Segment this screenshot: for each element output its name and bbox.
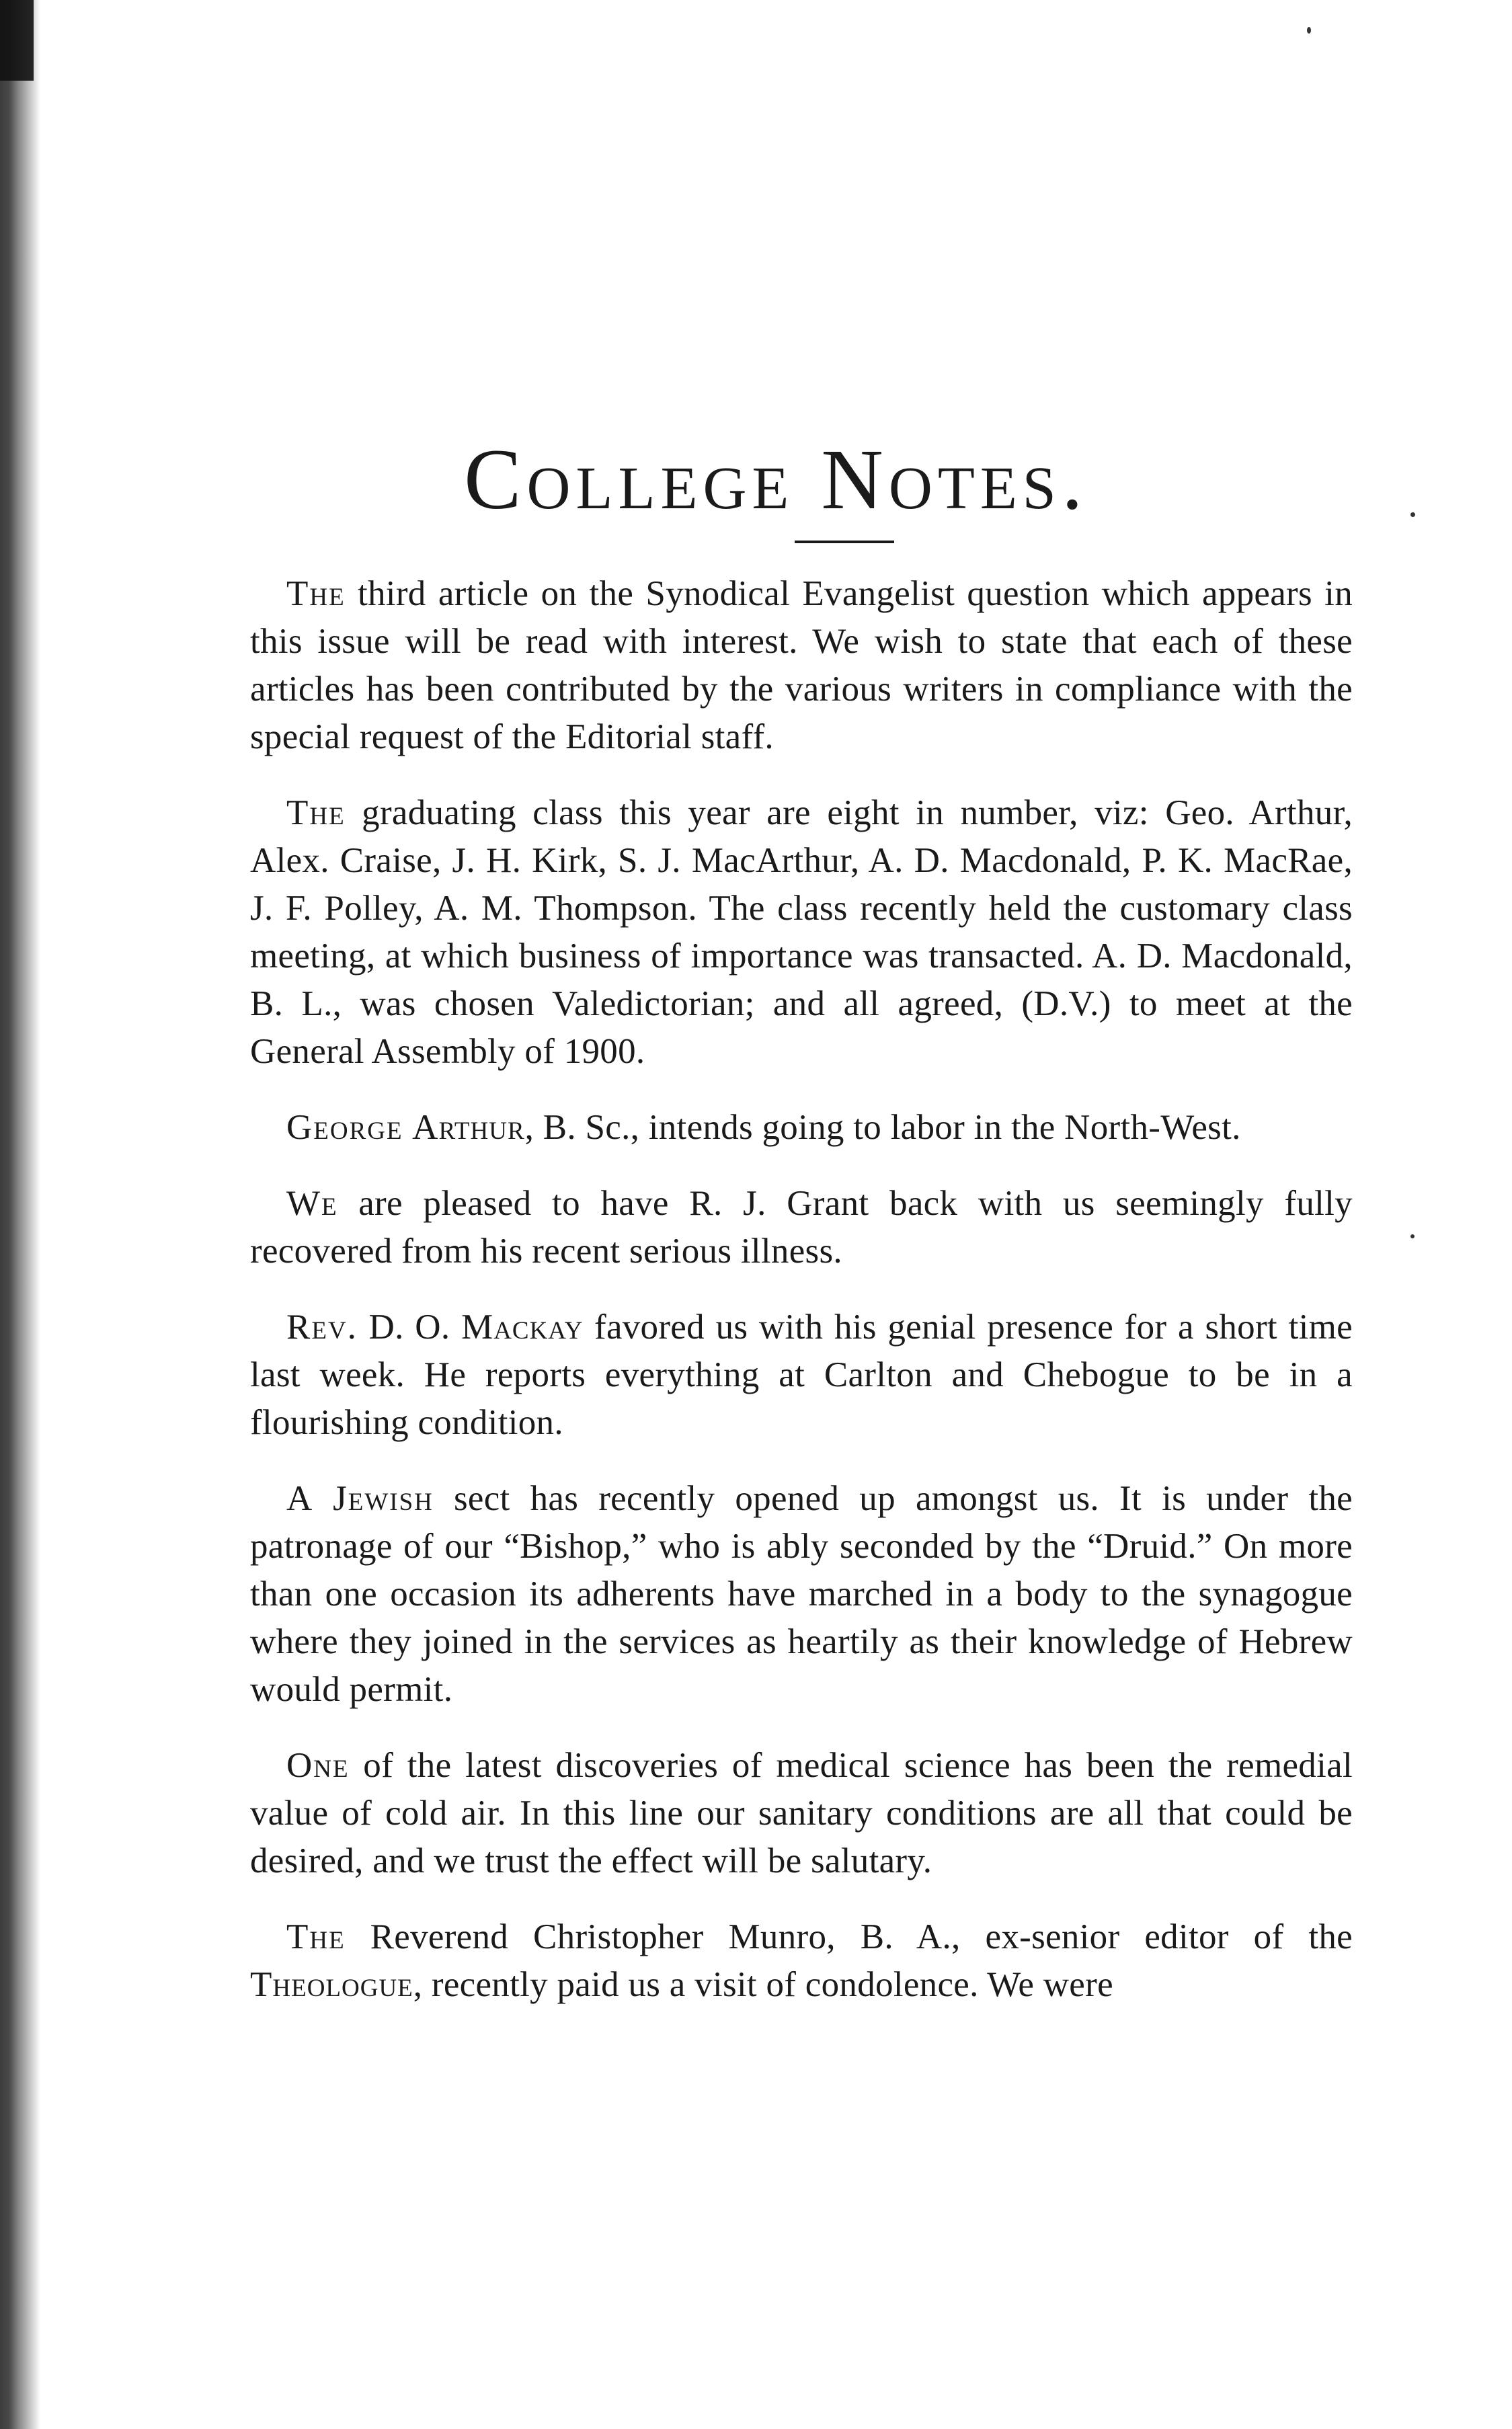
paragraph-text: , B. Sc., intends going to labor in the North-West. [524,1108,1241,1147]
paragraph-text: Reverend Christopher Munro, B. A., ex-senior editor of the [345,1917,1353,1956]
paragraph [250,1180,1353,1275]
ink-speck [1307,27,1311,34]
paragraph-text: graduating class this year are eight in number, viz: Geo. Arthur, Alex. Craise, J. H. Kirk, S. J. MacArthur, A. D. Macdonald, P. K. MacRae, J. F. Polley, A. M. Thompson. The class recently held the customary class meeting, at which business of importance was transacted. A. D. Macdonald, B. L., was chosen Valedictorian; and all agreed, (D.V.) to meet at the General Assembly of 1900. [250,793,1353,1071]
paragraph [250,1104,1353,1152]
paragraph-lead-word: We [286,1184,338,1223]
paragraph-text: , recently paid us a visit of condolence. We were [413,1965,1113,2004]
small-caps-text: Mackay [461,1308,584,1347]
paragraph [250,1475,1353,1714]
paragraph-lead-word: The [286,574,346,613]
paragraph [250,1742,1353,1885]
paragraph-lead-word: One [286,1746,350,1785]
small-caps-text: Arthur [412,1108,525,1147]
ink-speck [1410,1234,1415,1238]
small-caps-text: Theologue [250,1965,413,2004]
paragraph [250,570,1353,761]
paragraph-text: favored us with his genial presence for a short time last week. He reports everything at Carlton and Chebogue to be in a flourishing condition. [250,1308,1353,1442]
paragraph-lead-word: George [286,1108,403,1147]
paragraph-text: third article on the Synodical Evangelist question which appears in this issue will be read with interest. We wish to state that each of these articles has been contributed by the various writers in compliance with the special request of the Editorial staff. [250,574,1353,756]
title-rule [795,541,894,543]
paragraph-text: D. O. [357,1308,462,1347]
paragraph [250,789,1353,1076]
paragraph-lead-word: The [286,1917,346,1956]
page-title: College Notes. [464,432,1088,527]
paragraph-text: are pleased to have R. J. Grant back with us seemingly fully recovered from his recent serious illness. [250,1184,1353,1271]
paragraph-lead-word: A Jewish [286,1479,434,1518]
paragraph-text: sect has recently opened up amongst us. It is under the patronage of our “Bishop,” who is ably seconded by the “Druid.” On more than one occasion its adherents have marched in a body to the synagogue where they joined in the services as heartily as their knowledge of Hebrew would permit. [250,1479,1353,1709]
binding-edge [0,0,43,2429]
paragraph [250,1304,1353,1447]
article-body [250,570,1353,2037]
paragraph [250,1913,1353,2009]
paragraph-lead-word: The [286,793,346,832]
paragraph-text: of the latest discoveries of medical science has been the remedial value of cold air. In this line our sanitary conditions are all that could be desired, and we trust the effect will be salutary. [250,1746,1353,1880]
binding-edge-top [0,0,34,81]
paragraph-lead-word: Rev. [286,1308,358,1347]
paragraph-text [403,1108,413,1147]
